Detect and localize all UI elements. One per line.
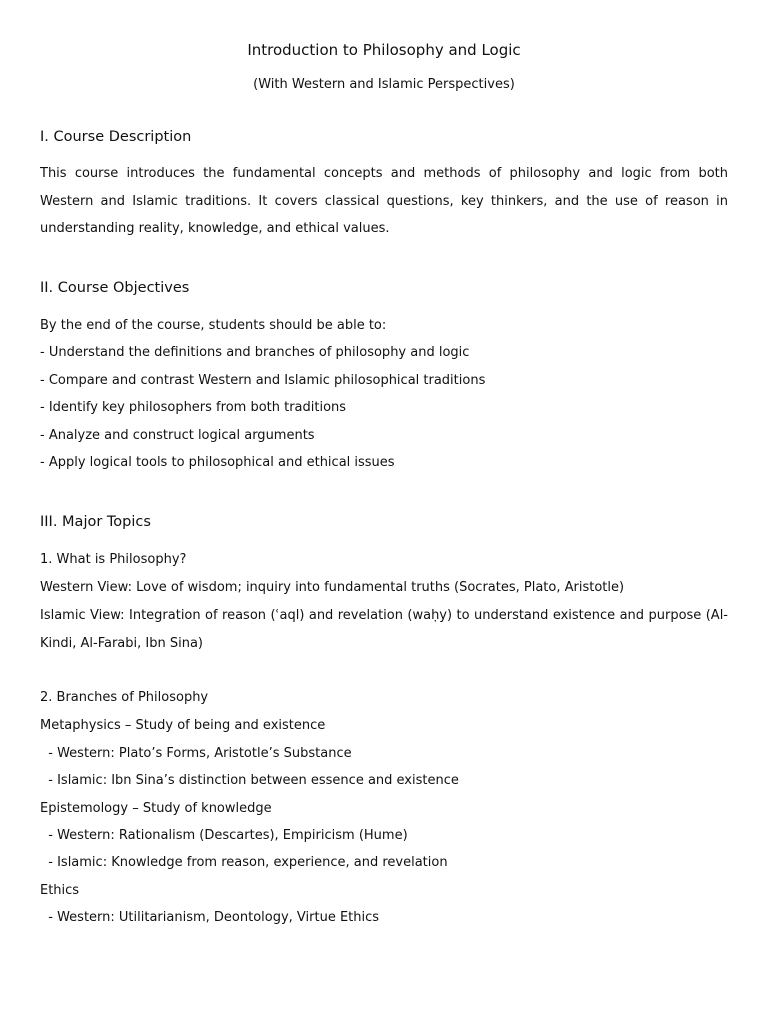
section-heading-major-topics: III. Major Topics [40,514,151,530]
branch-line: Metaphysics – Study of being and existence [40,718,326,733]
branch-line: - Western: Plato’s Forms, Aristotle’s Substance [40,746,352,761]
objective-item: - Apply logical tools to philosophical and ethical issues [40,455,395,470]
section-heading-course-objectives: II. Course Objectives [40,280,190,296]
objective-item: - Identify key philosophers from both traditions [40,400,347,415]
document-title: Introduction to Philosophy and Logic [247,41,521,59]
objectives-intro: By the end of the course, students should be able to: [40,318,387,333]
course-description-paragraph: This course introduces the fundamental concepts and methods of philosophy and logic from both Western and Islamic traditions. It covers classical questions, key thinkers, and the use of reason in understanding reality, knowledge, and ethical values. [40,166,728,236]
branch-line: - Western: Utilitarianism, Deontology, Virtue Ethics [40,910,380,925]
objective-item: - Compare and contrast Western and Islamic philosophical traditions [40,373,486,388]
topic-islamic-view: Islamic View: Integration of reason (ʿaql) and revelation (waḥy) to understand existence and purpose (Al-Kindi, Al-Farabi, Ibn Sina) [40,608,728,651]
objective-item: - Understand the definitions and branches of philosophy and logic [40,345,470,360]
branch-line: Ethics [40,883,80,898]
branch-line: - Islamic: Knowledge from reason, experience, and revelation [40,855,448,870]
branch-line: - Islamic: Ibn Sina’s distinction between essence and existence [40,773,459,788]
objective-item: - Analyze and construct logical arguments [40,428,315,443]
branch-line: Epistemology – Study of knowledge [40,801,272,816]
topic-western-view: Western View: Love of wisdom; inquiry into fundamental truths (Socrates, Plato, Aristotle) [40,580,625,595]
section-heading-course-description: I. Course Description [40,129,192,145]
branch-line: - Western: Rationalism (Descartes), Empiricism (Hume) [40,828,408,843]
document-subtitle: (With Western and Islamic Perspectives) [253,77,515,92]
topic-heading: 1. What is Philosophy? [40,552,187,567]
topic-heading: 2. Branches of Philosophy [40,690,209,705]
